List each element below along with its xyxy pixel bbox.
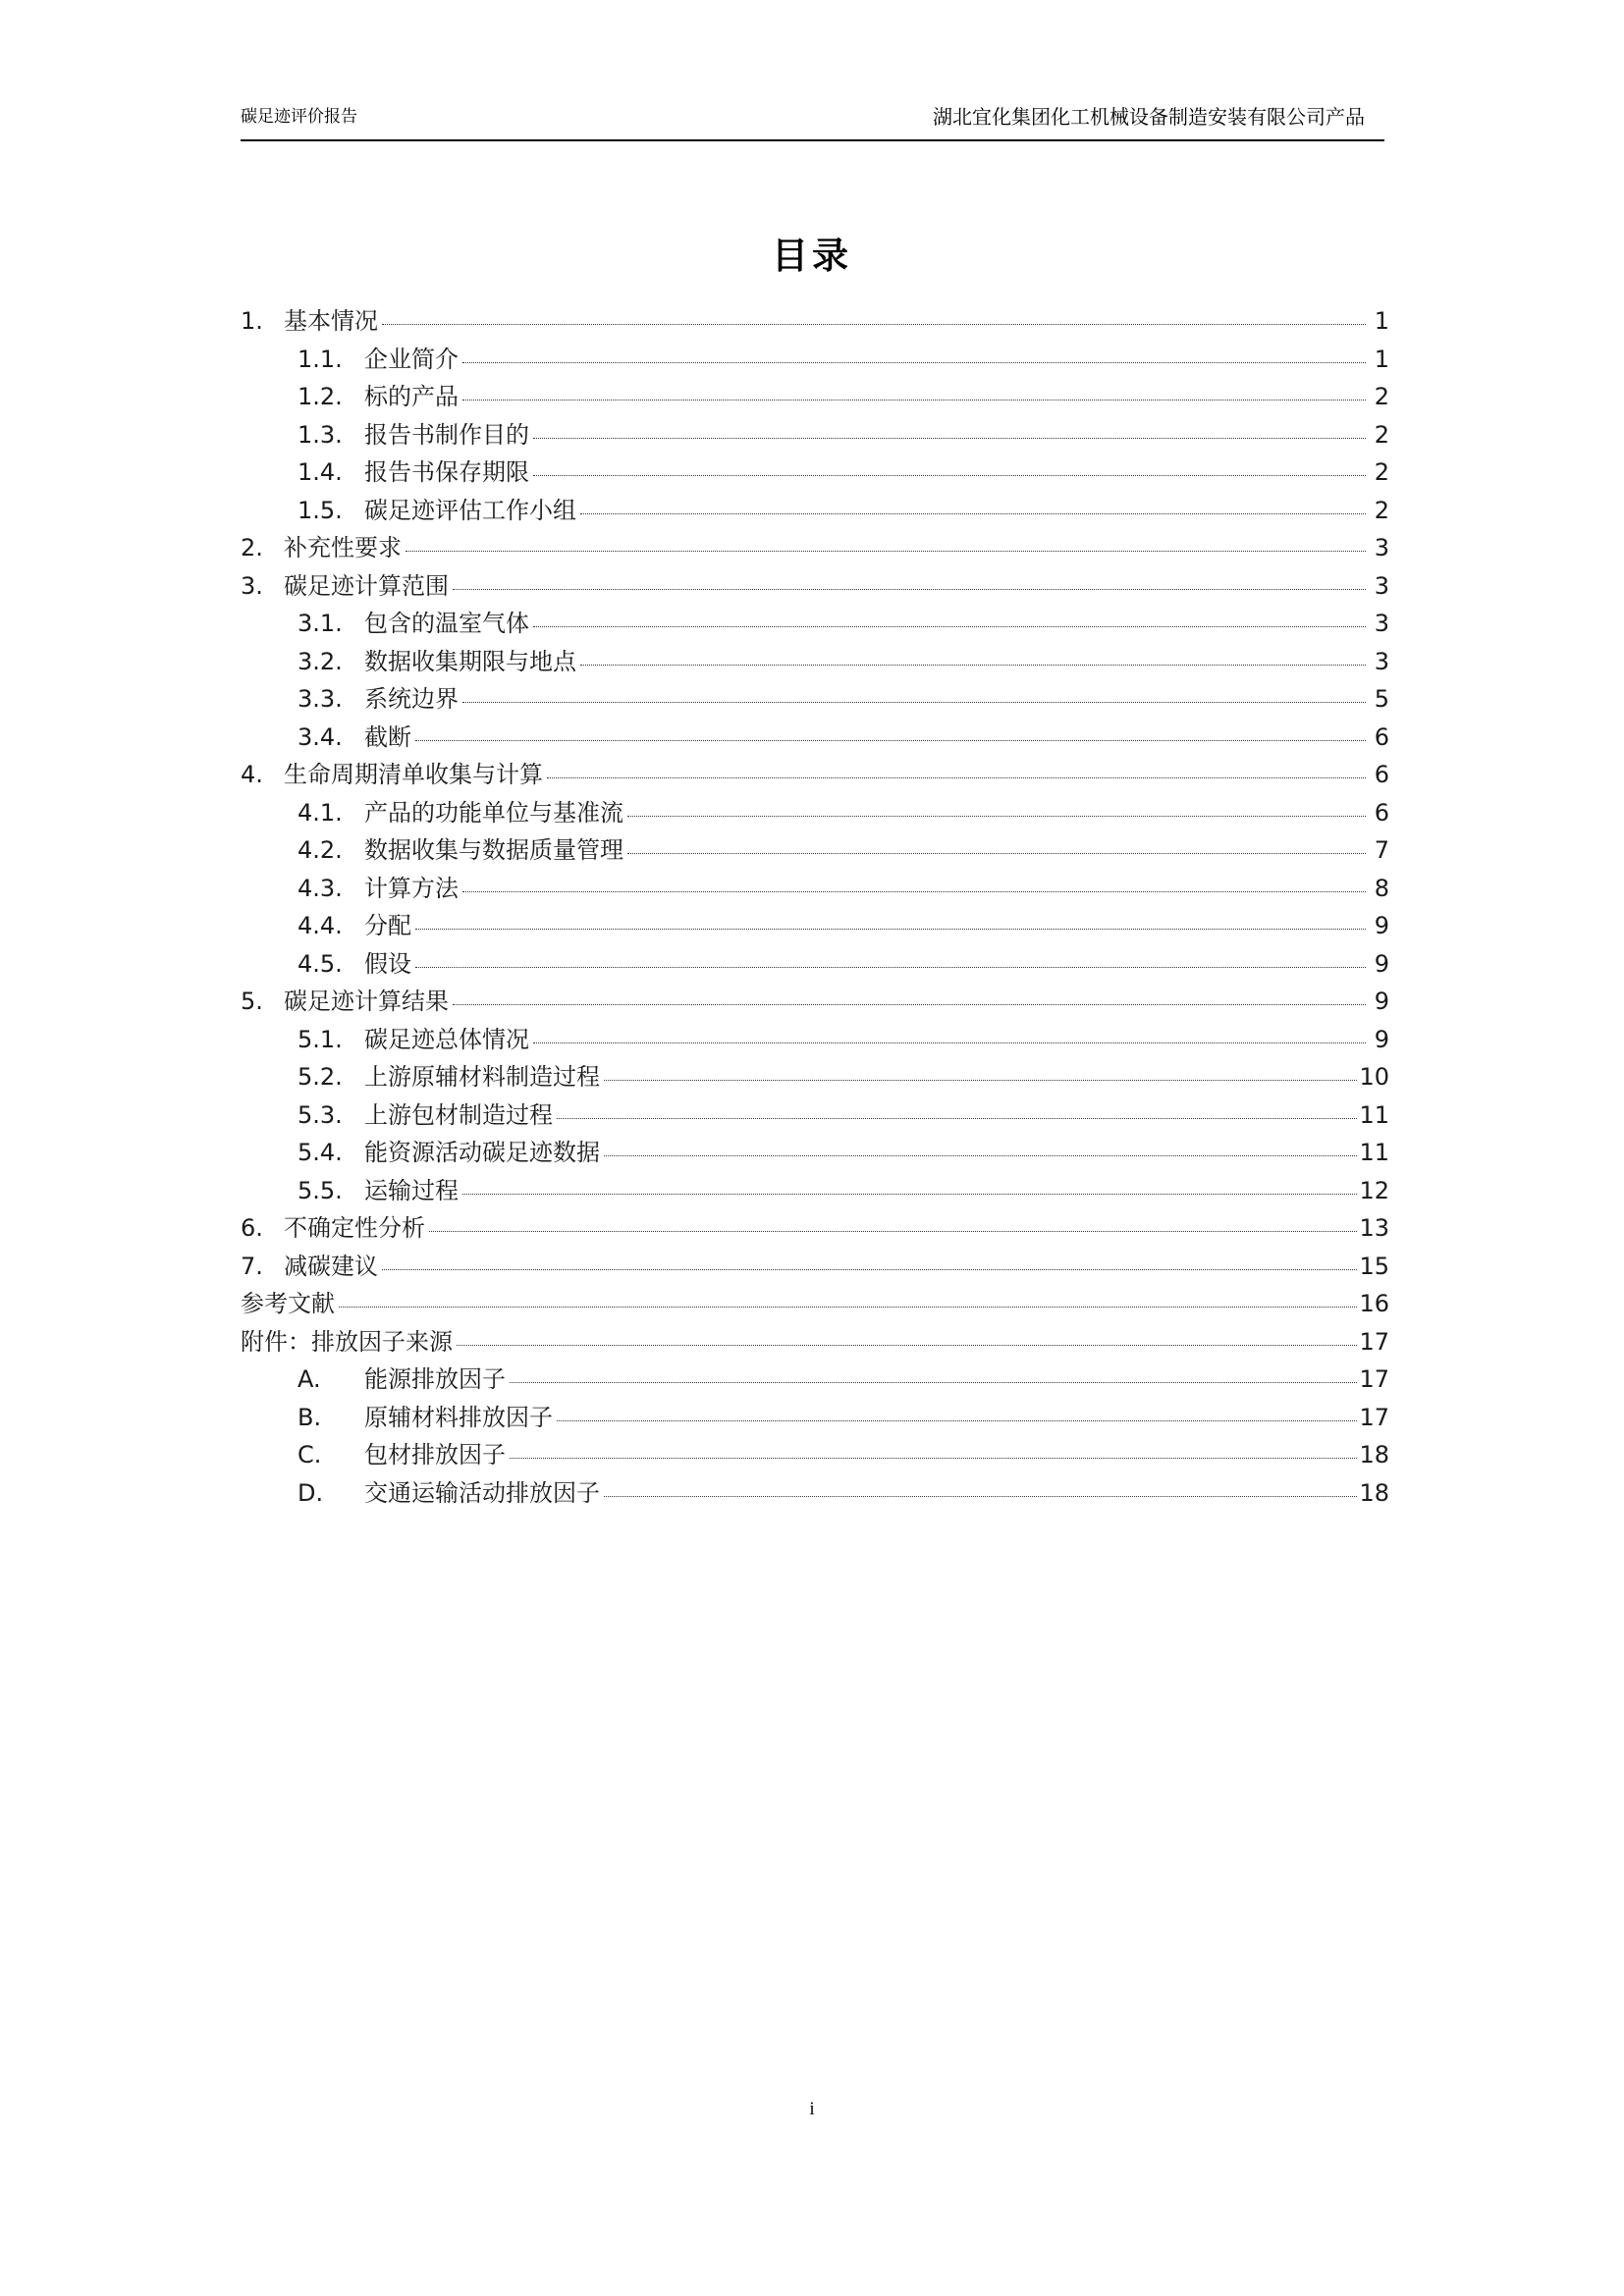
toc-entry[interactable] — [241, 1478, 1389, 1507]
toc-leader-dots — [627, 853, 1366, 854]
toc-entry-label: 减碳建议 — [284, 1252, 378, 1280]
toc-leader-dots — [557, 1420, 1357, 1421]
toc-entry-page: 13 — [1359, 1214, 1389, 1242]
toc-entry-label: 上游包材制造过程 — [364, 1100, 553, 1129]
toc-leader-dots — [462, 362, 1366, 363]
toc-leader-dots — [533, 438, 1366, 439]
toc-entry-page: 7 — [1374, 836, 1389, 864]
toc-entry-number: 3.2. — [298, 647, 343, 675]
toc-entry[interactable] — [241, 798, 1389, 827]
toc-entry-number: 1.2. — [298, 383, 343, 410]
toc-entry[interactable] — [241, 949, 1389, 978]
toc-entry-label: 截断 — [364, 722, 411, 751]
toc-leader-dots — [604, 1496, 1357, 1497]
toc-entry[interactable] — [241, 647, 1389, 675]
toc-entry-page: 17 — [1359, 1403, 1389, 1431]
toc-entry[interactable] — [241, 1292, 1389, 1315]
toc-entry[interactable] — [241, 914, 1389, 937]
toc-entry[interactable] — [241, 1367, 1389, 1391]
toc-leader-dots — [453, 589, 1366, 590]
toc-entry-label: 分配 — [364, 912, 411, 939]
toc-entry-label: 报告书制作目的 — [364, 420, 529, 449]
toc-entry-page: 3 — [1374, 647, 1389, 675]
toc-leader-dots — [533, 626, 1366, 627]
toc-entry-number: 3.1. — [298, 610, 343, 637]
toc-entry[interactable] — [241, 1443, 1389, 1467]
toc-entry-number: 6. — [241, 1214, 263, 1242]
toc-entry-number: 2. — [241, 534, 263, 561]
toc-leader-dots — [406, 551, 1366, 552]
toc-entry-label: 包材排放因子 — [364, 1441, 506, 1468]
page-title: 目录 — [772, 235, 852, 277]
toc-leader-dots — [415, 740, 1366, 741]
toc-entry-number: 3.3. — [298, 685, 343, 713]
toc-entry-number: 5.4. — [298, 1139, 343, 1166]
toc-entry-label: 碳足迹计算范围 — [284, 571, 449, 600]
toc-entry[interactable] — [241, 1252, 1389, 1280]
toc-entry-number: D. — [298, 1478, 324, 1507]
toc-entry-number: 4.1. — [298, 798, 343, 827]
toc-entry[interactable] — [241, 838, 1389, 862]
toc-leader-dots — [453, 1004, 1366, 1005]
toc-entry-label: 生命周期清单收集与计算 — [284, 761, 543, 788]
toc-entry-label: 原辅材料排放因子 — [364, 1403, 553, 1431]
toc-entry-page: 17 — [1359, 1365, 1389, 1393]
table-of-contents — [241, 309, 1389, 1519]
toc-entry-number: 3.4. — [298, 722, 343, 751]
toc-entry-number: 1.3. — [298, 420, 343, 449]
toc-entry-label: 标的产品 — [364, 383, 459, 410]
toc-entry-label: 交通运输活动排放因子 — [364, 1478, 600, 1507]
toc-entry-page: 12 — [1359, 1176, 1389, 1204]
toc-entry-label: 参考文献 — [241, 1290, 335, 1317]
header-left-text: 碳足迹评价报告 — [241, 107, 357, 128]
toc-entry[interactable] — [241, 1327, 1389, 1356]
toc-entry-page: 1 — [1374, 345, 1389, 373]
toc-leader-dots — [510, 1458, 1357, 1459]
toc-entry-number: B. — [298, 1403, 322, 1431]
toc-leader-dots — [415, 967, 1366, 968]
toc-entry-page: 6 — [1374, 761, 1389, 788]
toc-entry-number: 4.4. — [298, 912, 343, 939]
toc-entry-number: 1.4. — [298, 458, 343, 486]
toc-entry-label: 包含的温室气体 — [364, 610, 529, 637]
toc-entry-page: 9 — [1374, 949, 1389, 978]
toc-entry-label: 能源排放因子 — [364, 1365, 506, 1393]
toc-leader-dots — [415, 929, 1366, 930]
toc-entry-page: 2 — [1374, 420, 1389, 449]
toc-entry-page: 9 — [1374, 988, 1389, 1015]
toc-entry-number: 5.1. — [298, 1025, 343, 1053]
toc-entry-number: 7. — [241, 1252, 263, 1280]
toc-entry-page: 3 — [1374, 534, 1389, 561]
toc-entry[interactable] — [241, 309, 1389, 333]
toc-entry-page: 18 — [1359, 1441, 1389, 1468]
toc-entry[interactable] — [241, 763, 1389, 786]
toc-entry-page: 2 — [1374, 458, 1389, 486]
toc-leader-dots — [627, 816, 1366, 817]
toc-entry-number: 5. — [241, 988, 263, 1015]
toc-entry-page: 2 — [1374, 496, 1389, 524]
toc-entry-page: 10 — [1359, 1063, 1389, 1091]
toc-entry-label: 基本情况 — [284, 307, 378, 335]
toc-entry-label: 碳足迹评估工作小组 — [364, 496, 576, 524]
toc-entry[interactable] — [241, 420, 1389, 449]
toc-entry[interactable] — [241, 1403, 1389, 1431]
toc-leader-dots — [462, 702, 1366, 703]
toc-entry-number: 5.2. — [298, 1063, 343, 1091]
toc-entry-label: 产品的功能单位与基准流 — [364, 798, 623, 827]
page-footer — [0, 2099, 1624, 2120]
toc-entry[interactable] — [241, 1176, 1389, 1204]
toc-entry-label: 系统边界 — [364, 685, 459, 713]
toc-leader-dots — [533, 1042, 1366, 1043]
toc-leader-dots — [382, 1269, 1357, 1270]
toc-entry[interactable] — [241, 460, 1389, 484]
toc-entry-label: 数据收集期限与地点 — [364, 647, 576, 675]
toc-leader-dots — [429, 1231, 1357, 1232]
toc-entry-page: 6 — [1374, 798, 1389, 827]
toc-leader-dots — [510, 1382, 1357, 1383]
header-row — [241, 103, 1384, 137]
toc-entry-page: 17 — [1359, 1327, 1389, 1356]
toc-leader-dots — [547, 777, 1366, 778]
toc-entry-label: 企业简介 — [364, 345, 459, 373]
toc-entry-label: 数据收集与数据质量管理 — [364, 836, 623, 864]
toc-entry[interactable] — [241, 385, 1389, 408]
toc-entry-number: 1. — [241, 307, 263, 335]
toc-entry-page: 15 — [1359, 1252, 1389, 1280]
toc-entry[interactable] — [241, 536, 1389, 560]
header-right-text: 湖北宜化集团化工机械设备制造安装有限公司产品 — [933, 105, 1365, 129]
toc-leader-dots — [382, 324, 1366, 325]
toc-entry-page: 5 — [1374, 685, 1389, 713]
toc-entry[interactable] — [241, 1141, 1389, 1164]
toc-entry-page: 16 — [1359, 1290, 1389, 1317]
toc-entry-number: A. — [298, 1365, 321, 1393]
toc-leader-dots — [462, 891, 1366, 892]
toc-leader-dots — [457, 1345, 1357, 1346]
toc-entry[interactable] — [241, 874, 1389, 902]
toc-entry[interactable] — [241, 722, 1389, 751]
toc-entry-label: 假设 — [364, 949, 411, 978]
toc-entry[interactable] — [241, 496, 1389, 524]
toc-entry-number: 5.5. — [298, 1176, 343, 1204]
page-header — [241, 103, 1384, 141]
toc-entry-number: C. — [298, 1441, 322, 1468]
toc-entry-number: 4. — [241, 761, 263, 788]
toc-entry-label: 上游原辅材料制造过程 — [364, 1063, 600, 1091]
toc-entry-page: 1 — [1374, 307, 1389, 335]
toc-entry-label: 报告书保存期限 — [364, 458, 529, 486]
toc-leader-dots — [604, 1155, 1357, 1156]
toc-leader-dots — [462, 1194, 1357, 1195]
toc-entry[interactable] — [241, 612, 1389, 635]
toc-entry-label: 碳足迹总体情况 — [364, 1025, 529, 1053]
footer-page-number: i — [809, 2099, 815, 2119]
toc-leader-dots — [604, 1080, 1357, 1081]
toc-entry[interactable] — [241, 989, 1389, 1013]
toc-entry-label: 碳足迹计算结果 — [284, 988, 449, 1015]
toc-entry-page: 9 — [1374, 1025, 1389, 1053]
toc-entry-label: 附件：排放因子来源 — [241, 1327, 453, 1356]
toc-entry-page: 6 — [1374, 722, 1389, 751]
toc-leader-dots — [580, 665, 1366, 666]
toc-entry-page: 3 — [1374, 610, 1389, 637]
toc-entry-label: 计算方法 — [364, 874, 459, 902]
toc-entry[interactable] — [241, 1216, 1389, 1240]
toc-entry-label: 能资源活动碳足迹数据 — [364, 1139, 600, 1166]
toc-leader-dots — [339, 1307, 1357, 1308]
toc-entry-page: 11 — [1359, 1139, 1389, 1166]
toc-entry-page: 18 — [1359, 1478, 1389, 1507]
toc-entry-page: 11 — [1359, 1100, 1389, 1129]
toc-entry-page: 9 — [1374, 912, 1389, 939]
toc-entry-page: 3 — [1374, 571, 1389, 600]
toc-entry-number: 4.5. — [298, 949, 343, 978]
toc-leader-dots — [533, 475, 1366, 476]
toc-entry[interactable] — [241, 1065, 1389, 1089]
toc-entry-number: 1.5. — [298, 496, 343, 524]
toc-entry-page: 8 — [1374, 874, 1389, 902]
toc-entry-number: 3. — [241, 571, 263, 600]
toc-entry[interactable] — [241, 347, 1389, 371]
toc-entry-number: 4.3. — [298, 874, 343, 902]
toc-entry[interactable] — [241, 1025, 1389, 1053]
toc-entry-label: 不确定性分析 — [284, 1214, 425, 1242]
toc-leader-dots — [580, 513, 1366, 514]
header-divider — [241, 139, 1384, 141]
toc-leader-dots — [557, 1118, 1357, 1119]
toc-entry-page: 2 — [1374, 383, 1389, 410]
toc-entry-number: 4.2. — [298, 836, 343, 864]
toc-entry-label: 运输过程 — [364, 1176, 459, 1204]
toc-entry-number: 1.1. — [298, 345, 343, 373]
toc-entry[interactable] — [241, 687, 1389, 711]
toc-entry[interactable] — [241, 571, 1389, 600]
toc-entry-number: 5.3. — [298, 1100, 343, 1129]
toc-entry[interactable] — [241, 1100, 1389, 1129]
toc-entry-label: 补充性要求 — [284, 534, 402, 561]
